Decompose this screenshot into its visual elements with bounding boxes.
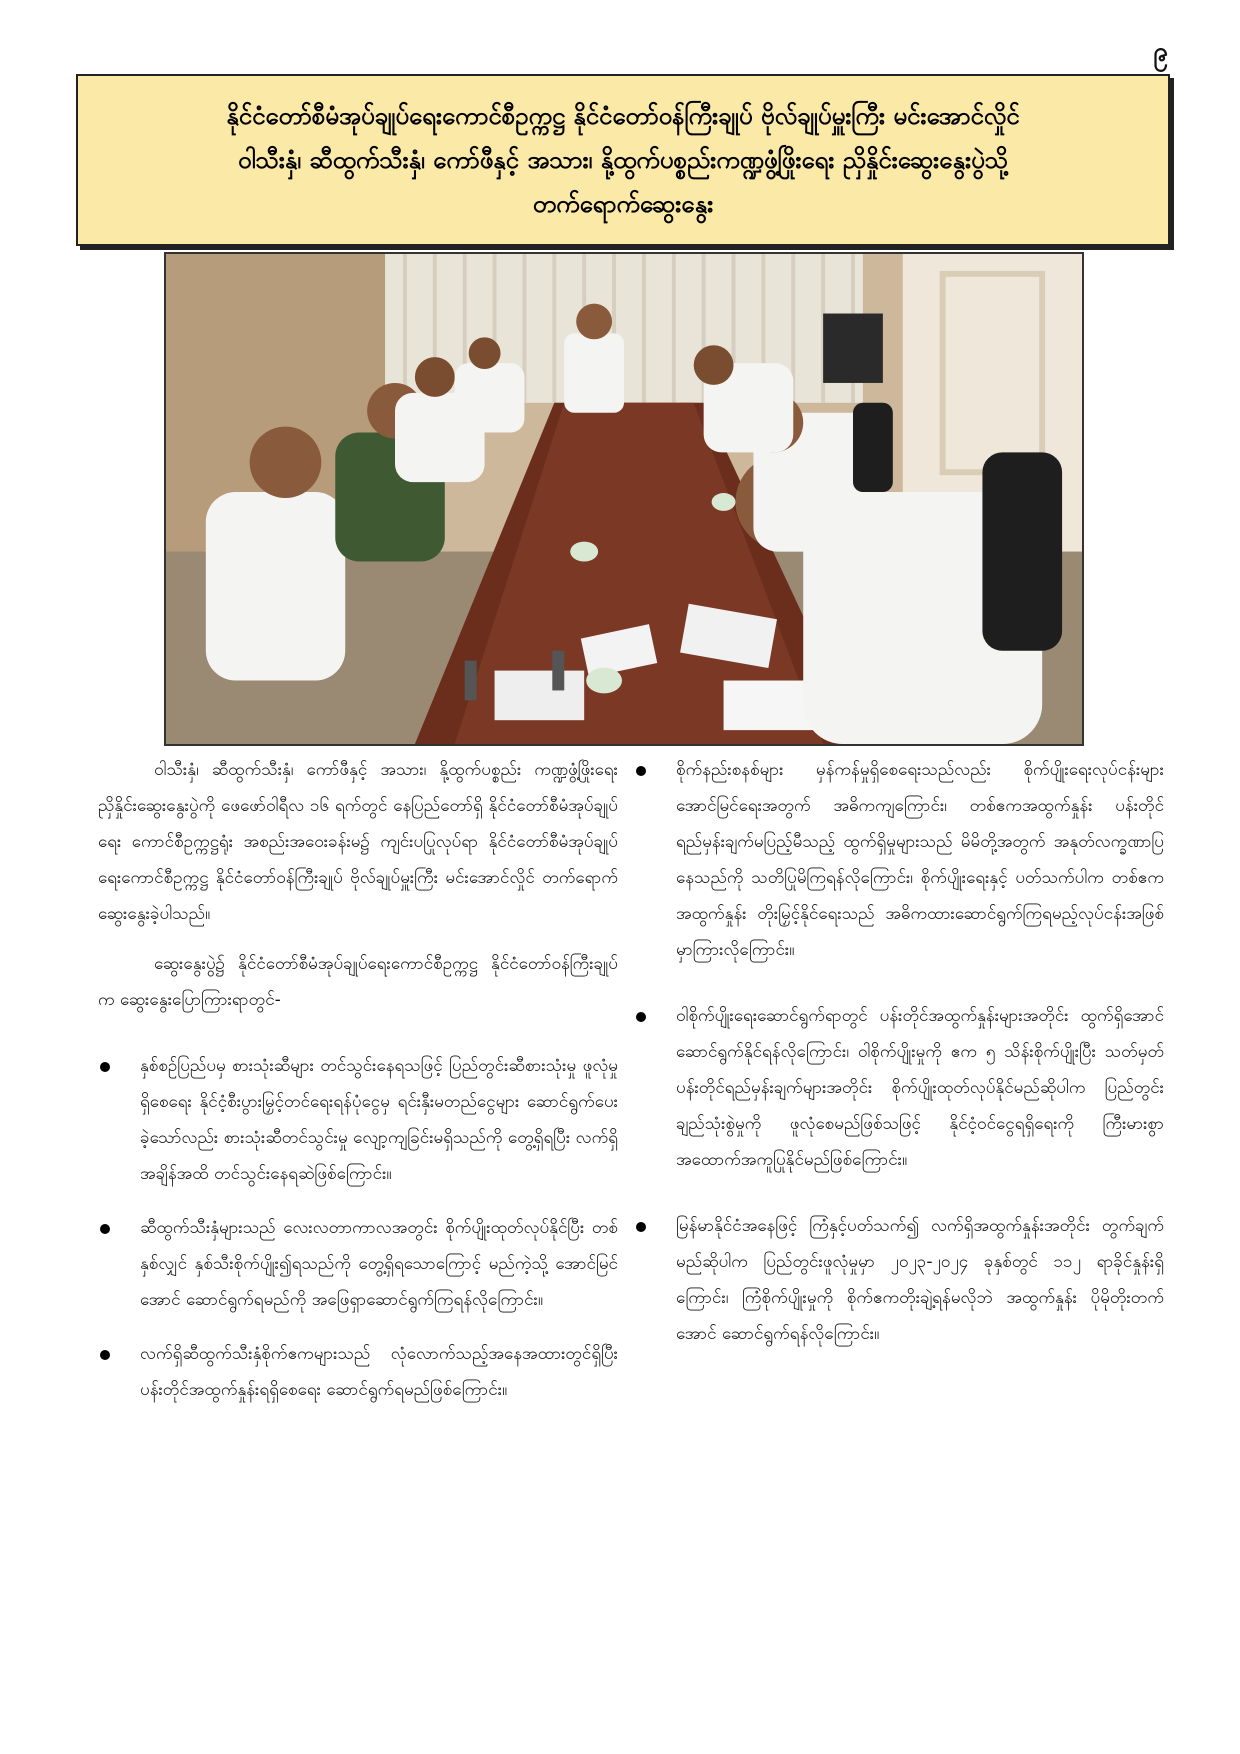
- bullet-text: ဝါစိုက်ပျိုးရေးဆောင်ရွက်ရာတွင် ပန်းတိုင်အထွက်နှုန်းများအတိုင်း ထွက်ရှိအောင် ဆောင်ရွက်နိုင်ရန်လိုကြောင်း၊ ဝါစိုက်ပျိုးမှုကို ဧက ၅ သိန်းစိုက်ပျိုးပြီး သတ်မှတ်ပန်းတိုင်ရည်မှန်းချက်များအတိုင်း စိုက်ပျိုးထုတ်လုပ်နိုင်မည်ဆိုပါက ပြည်တွင်းချည်သုံးစွဲမှုကို ဖူလုံစေမည်ဖြစ်သဖြင့် နိုင်ငံ့ဝင်ငွေရရှိရေးကို ကြီးမားစွာ အထောက်အကူပြုနိုင်မည်ဖြစ်ကြောင်း။: [676, 1006, 1164, 1170]
- bullet-text: စိုက်နည်းစနစ်များ မှန်ကန်မှုရှိစေရေးသည်လည်း စိုက်ပျိုးရေးလုပ်ငန်းများ အောင်မြင်ရေးအတွက် အဓိကကျကြောင်း၊ တစ်ဧကအထွက်နှုန်း ပန်းတိုင်ရည်မှန်းချက်မပြည့်မီသည့် ထွက်ရှိမှုများသည် မိမိတို့အတွက် အနုတ်လက္ခဏာပြနေသည်ကို သတိပြုမိကြရန်လိုကြောင်း၊ စိုက်ပျိုးရေးနှင့် ပတ်သက်ပါက တစ်ဧကအထွက်နှုန်း တိုးမြှင့်နိုင်ရေးသည် အဓိကထားဆောင်ရွက်ကြရမည့်လုပ်ငန်းအဖြစ် မှာကြားလိုကြောင်း။: [676, 760, 1164, 960]
- bullet-item: [98, 1048, 618, 1192]
- bullet-dot: [636, 766, 646, 776]
- bullet-item: [98, 1336, 618, 1408]
- intro-paragraph: ဝါသီးနှံ၊ ဆီထွက်သီးနှံ၊ ကော်ဖီနှင့် အသား၊ နို့ထွက်ပစ္စည်း ကဏ္ဍဖွံ့ဖြိုးရေး ညှိနှိုင်းဆွေးနွေးပွဲကို ဖေဖော်ဝါရီလ ၁၆ ရက်တွင် နေပြည်တော်ရှိ နိုင်ငံတော်စီမံအုပ်ချုပ်ရေး ကောင်စီဥက္ကဋ္ဌရုံး အစည်းအဝေးခန်းမ၌ ကျင်းပပြုလုပ်ရာ နိုင်ငံတော်စီမံအုပ်ချုပ်ရေးကောင်စီဥက္ကဋ္ဌ နိုင်ငံတော်ဝန်ကြီးချုပ် ဗိုလ်ချုပ်မှူးကြီး မင်းအောင်လှိုင် တက်ရောက်ဆွေးနွေးခဲ့ပါသည်။: [98, 760, 618, 924]
- bullet-dot: [636, 1012, 646, 1022]
- bullet-text: နှစ်စဉ်ပြည်ပမှ စားသုံးဆီများ တင်သွင်းနေရသဖြင့် ပြည်တွင်းဆီစားသုံးမှု ဖူလုံမှုရှိစေရေး နိုင်ငံ့စီးပွားမြှင့်တင်ရေးရန်ပုံငွေမှ ရင်းနှီးမတည်ငွေများ ဆောင်ရွက်ပေးခဲ့သော်လည်း စားသုံးဆီတင်သွင်းမှု လျော့ကျခြင်းမရှိသည်ကို တွေ့ရှိရပြီး လက်ရှိအချိန်အထိ တင်သွင်းနေရဆဲဖြစ်ကြောင်း။: [140, 1056, 618, 1184]
- headline-line-1: နိုင်ငံတော်စီမံအုပ်ချုပ်ရေးကောင်စီဥက္ကဋ္ဌ နိုင်ငံတော်ဝန်ကြီးချုပ် ဗိုလ်ချုပ်မှူးကြီး မင်းအောင်လှိုင်: [226, 102, 1020, 130]
- bullet-dot: [100, 1062, 110, 1072]
- bullet-item: [634, 752, 1164, 968]
- lead-paragraph: ဆွေးနွေးပွဲ၌ နိုင်ငံတော်စီမံအုပ်ချုပ်ရေးကောင်စီဥက္ကဋ္ဌ နိုင်ငံတော်ဝန်ကြီးချုပ်က ဆွေးနွေးပြောကြားရာတွင်-: [98, 954, 618, 1010]
- headline-line-2: ဝါသီးနှံ၊ ဆီထွက်သီးနှံ၊ ကော်ဖီနှင့် အသား၊ နို့ထွက်ပစ္စည်းကဏ္ဍဖွံ့ဖြိုးရေး ညှိနှိုင်းဆွေးနွေးပွဲသို့: [237, 146, 1009, 174]
- bullet-text: မြန်မာနိုင်ငံအနေဖြင့် ကြံနှင့်ပတ်သက်၍ လက်ရှိအထွက်နှုန်းအတိုင်း တွက်ချက်မည်ဆိုပါက ပြည်တွင်းဖူလုံမှုမှာ ၂၀၂၃-၂၀၂၄ ခုနှစ်တွင် ၁၁၂ ရာခိုင်နှုန်းရှိကြောင်း၊ ကြံစိုက်ပျိုးမှုကို စိုက်ဧကတိုးချဲ့ရန်မလိုဘဲ အထွက်နှုန်း ပိုမိုတိုးတက်အောင် ဆောင်ရွက်ရန်လိုကြောင်း။: [676, 1216, 1164, 1344]
- headline-line-3: တက်ရောက်ဆွေးနွေး: [532, 190, 714, 218]
- left-column: [98, 752, 618, 1426]
- meeting-room-illustration: [166, 254, 1082, 744]
- bullet-text: လက်ရှိဆီထွက်သီးနှံစိုက်ဧကများသည် လုံလောက်သည့်အနေအထားတွင်ရှိပြီး ပန်းတိုင်အထွက်နှုန်းရရှိစေရေး ဆောင်ရွက်ရမည်ဖြစ်ကြောင်း။: [140, 1344, 618, 1400]
- bullet-item: [98, 1210, 618, 1318]
- bullet-item: [634, 998, 1164, 1178]
- headline-box: [76, 74, 1170, 246]
- right-column: [634, 752, 1164, 1370]
- bullet-dot: [636, 1222, 646, 1232]
- bullet-dot: [100, 1350, 110, 1360]
- bullet-item: [634, 1208, 1164, 1352]
- page-number: ၉: [1153, 37, 1168, 67]
- bullet-dot: [100, 1224, 110, 1234]
- meeting-photo: [164, 252, 1084, 746]
- bullet-text: ဆီထွက်သီးနှံများသည် လေးလတာကာလအတွင်း စိုက်ပျိုးထုတ်လုပ်နိုင်ပြီး တစ်နှစ်လျှင် နှစ်သီးစိုက်ပျိုး၍ရသည်ကို တွေ့ရှိရသောကြောင့် မည်ကဲ့သို့ အောင်မြင်အောင် ဆောင်ရွက်ရမည်ကို အဖြေရှာဆောင်ရွက်ကြရန်လိုကြောင်း။: [140, 1218, 618, 1310]
